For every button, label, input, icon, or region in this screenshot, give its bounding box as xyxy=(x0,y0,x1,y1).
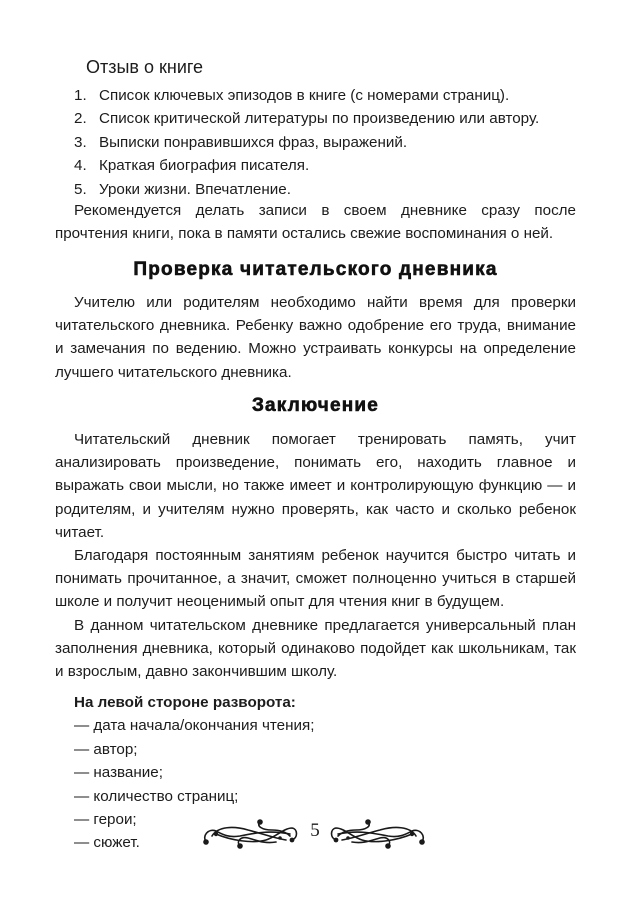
list-number: 2. xyxy=(74,110,87,128)
review-title: Отзыв о книге xyxy=(86,57,204,77)
list-item: — герои; xyxy=(74,811,137,828)
review-note-block xyxy=(55,199,576,245)
conclusion-body xyxy=(55,428,576,855)
list-item: — количество страниц; xyxy=(74,787,239,805)
list-number: 4. xyxy=(74,157,87,175)
page-footer xyxy=(0,812,629,856)
left-spread-title: На левой стороне разворота: xyxy=(74,694,296,712)
list-item: — автор; xyxy=(74,740,138,758)
flourish-ornament-icon xyxy=(328,816,428,852)
conclusion-paragraph: Благодаря постоянным занятиям ребенок научится быстро читать и понимать прочитанное, а значит, сможет полноценно учиться в старшей школе и получит неоценимый опыт для чтения книг в будущем. xyxy=(55,547,576,611)
list-text: Краткая биография писателя. xyxy=(99,157,310,175)
review-item-list xyxy=(74,84,576,201)
list-item xyxy=(74,107,576,130)
list-item xyxy=(74,154,576,177)
list-number: 5. xyxy=(74,180,87,198)
conclusion-paragraph: Читательский дневник помогает тренировать память, учит анализировать произведение, понимать его, находить главное и выражать свои мысли, но также имеет и контролирующую функцию — и родителям, и учителям нужно проверять, как часто и сколько ребенок читает. xyxy=(55,431,576,541)
list-item: — сюжет. xyxy=(74,834,140,852)
list-item: — название; xyxy=(74,764,163,782)
list-text: Список критической литературы по произведению или автору. xyxy=(99,110,540,128)
list-item xyxy=(74,131,576,154)
list-number: 1. xyxy=(74,87,87,104)
list-item: — дата начала/окончания чтения; xyxy=(74,717,315,735)
flourish-ornament-icon xyxy=(200,816,300,852)
check-paragraph: Учителю или родителям необходимо найти время для проверки читательского дневника. Ребенку важно одобрение его труда, внимание и замечания по ведению. Можно устраивать конкурсы на определение лучшего читательского дневника. xyxy=(55,294,576,381)
list-number: 3. xyxy=(74,133,87,151)
list-text: Выписки понравившихся фраз, выражений. xyxy=(99,133,408,151)
list-item xyxy=(74,178,576,201)
conclusion-paragraph: В данном читательском дневнике предлагается универсальный план заполнения дневника, который одинаково подойдет как школьникам, так и взрослым, давно закончившим школу. xyxy=(55,616,576,681)
review-note: Рекомендуется делать записи в своем дневнике сразу после прочтения книги, пока в памяти остались свежие воспоминания о ней. xyxy=(55,202,576,243)
list-text: Список ключевых эпизодов в книге (с номерами страниц). xyxy=(99,87,510,104)
section-heading-check: Проверка читательского дневника xyxy=(133,259,498,280)
list-item xyxy=(74,84,576,107)
check-paragraph-block xyxy=(55,291,576,384)
page-number: 5 xyxy=(310,820,320,841)
section-heading-conclusion: Заключение xyxy=(251,395,380,416)
list-text: Уроки жизни. Впечатление. xyxy=(99,180,291,198)
